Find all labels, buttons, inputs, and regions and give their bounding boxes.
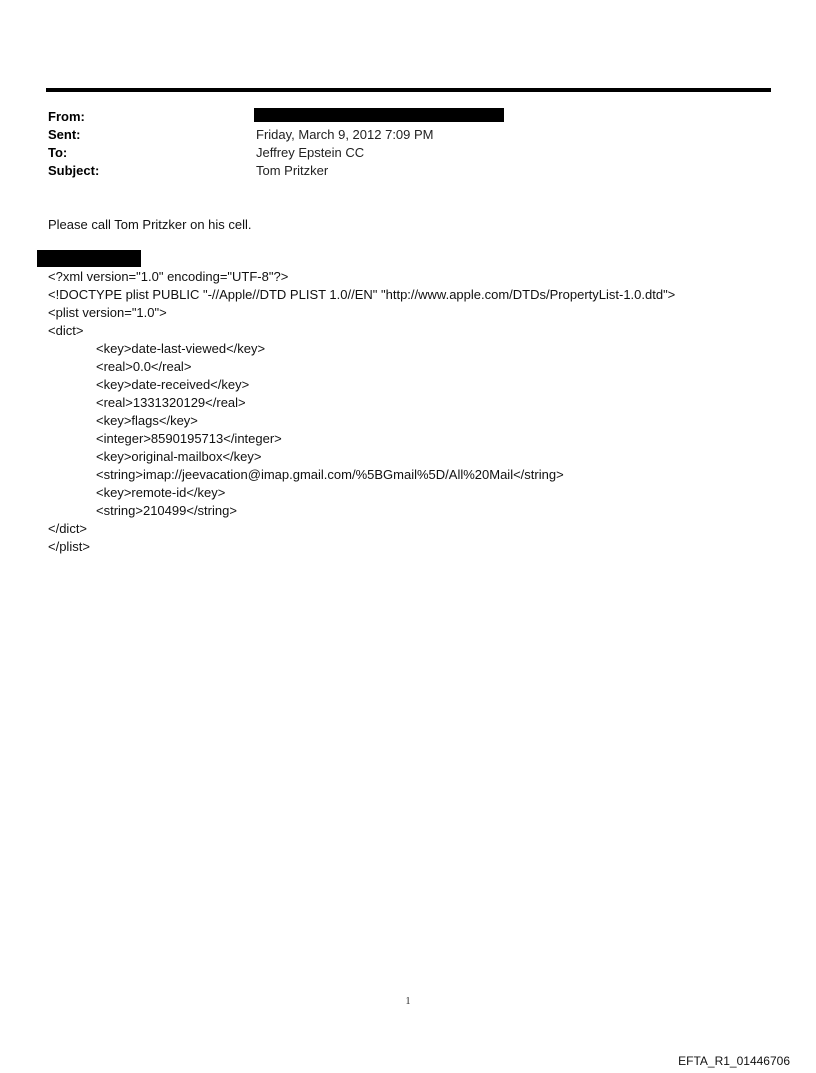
page-number: 1: [405, 996, 411, 1007]
sent-label: Sent:: [48, 127, 81, 142]
email-header: [48, 108, 768, 180]
message-body: Please call Tom Pritzker on his cell.: [48, 217, 252, 232]
plist-line: <?xml version="1.0" encoding="UTF-8"?>: [48, 269, 289, 284]
to-value: Jeffrey Epstein CC: [256, 145, 365, 160]
subject-value: Tom Pritzker: [256, 163, 329, 178]
plist-line: <real>0.0</real>: [96, 359, 192, 374]
plist-line: <string>210499</string>: [96, 503, 237, 518]
plist-line: <plist version="1.0">: [48, 305, 167, 320]
header-rule: [46, 88, 771, 92]
plist-line: <key>date-last-viewed</key>: [96, 341, 266, 356]
plist-line: <string>imap://jeevacation@imap.gmail.com/%5BGmail%5D/All%20Mail</string>: [96, 467, 564, 482]
plist-line: <dict>: [48, 323, 84, 338]
from-label: From:: [48, 109, 85, 124]
redaction-bar-sender: [254, 108, 504, 122]
redaction-bar-body: [37, 250, 141, 267]
plist-line: <key>original-mailbox</key>: [96, 449, 262, 464]
plist-line: <!DOCTYPE plist PUBLIC "-//Apple//DTD PLIST 1.0//EN" "http://www.apple.com/DTDs/PropertyList-1.0.dtd">: [48, 287, 676, 302]
plist-line: <real>1331320129</real>: [96, 395, 246, 410]
document-id: EFTA_R1_01446706: [678, 1054, 790, 1068]
plist-line: <key>date-received</key>: [96, 377, 250, 392]
plist-block: [48, 268, 768, 556]
plist-line: <key>remote-id</key>: [96, 485, 226, 500]
plist-line: </plist>: [48, 539, 90, 554]
to-label: To:: [48, 145, 68, 160]
plist-line: </dict>: [48, 521, 88, 536]
subject-row: [48, 162, 768, 180]
sent-row: [48, 126, 768, 144]
plist-line: <integer>8590195713</integer>: [96, 431, 282, 446]
subject-label: Subject:: [48, 163, 100, 178]
from-row: [48, 108, 768, 126]
plist-line: <key>flags</key>: [96, 413, 198, 428]
sent-value: Friday, March 9, 2012 7:09 PM: [256, 127, 434, 142]
to-row: [48, 144, 768, 162]
